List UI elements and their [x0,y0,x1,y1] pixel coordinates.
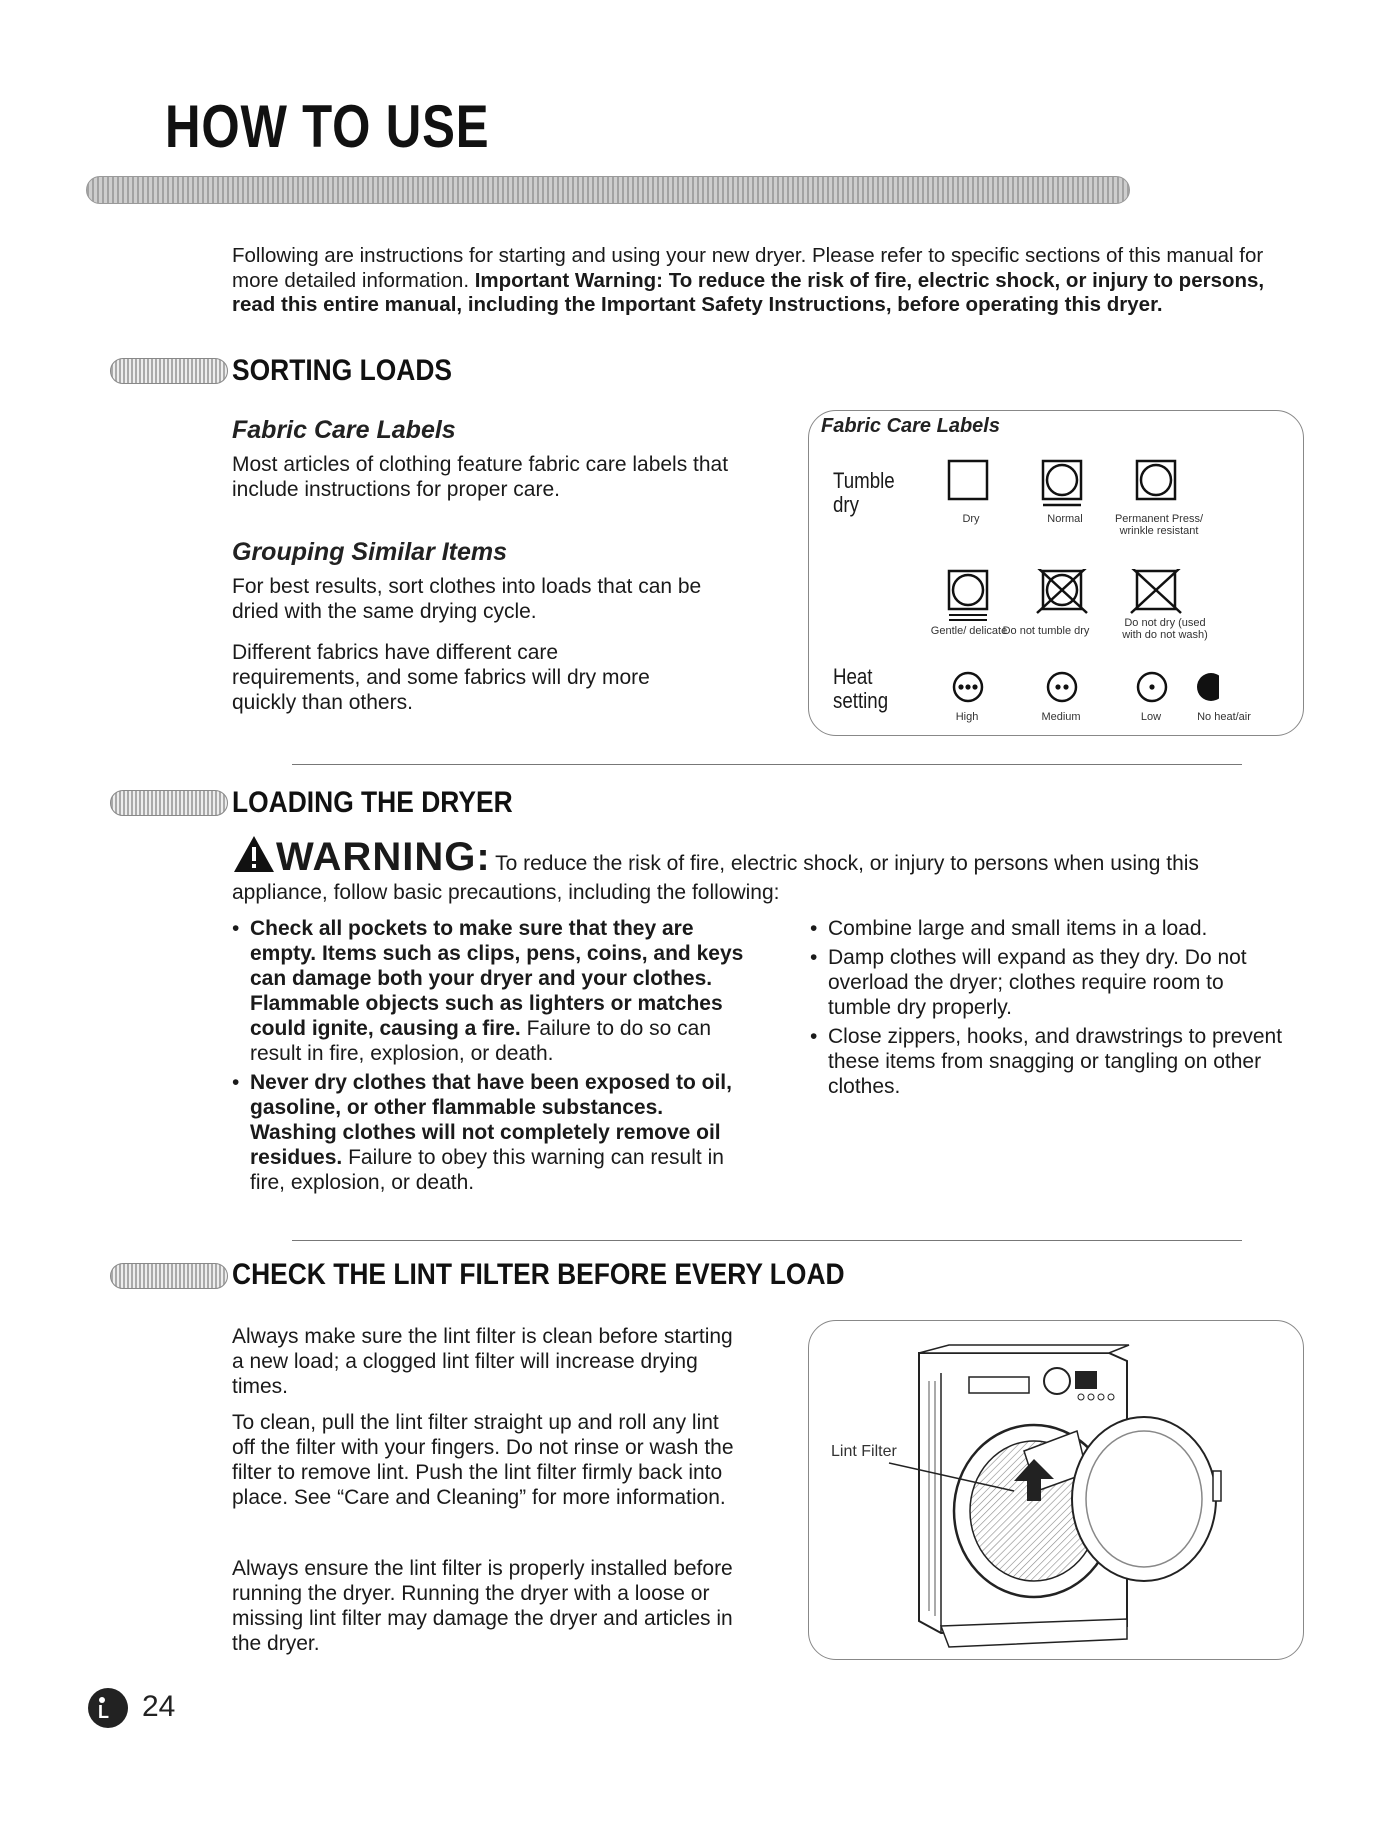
section-marker [110,358,228,384]
fabric-care-labels-box [808,410,1304,736]
divider [292,764,1242,765]
label-no-heat: No heat/air [1197,711,1251,723]
box-title: Fabric Care Labels [821,415,1000,437]
lint-paragraph-2: To clean, pull the lint filter straight up and roll any lint off the filter with your fingers. Do not rinse or wash the filter to remove lint. Push the lint filter firmly back into place. See “Care and Cleaning” for more information. [232,1411,734,1509]
list-item: • Combine large and small items in a load. [810,916,1290,941]
page-title: HOW TO USE [165,93,490,160]
label-normal: Normal [1047,513,1083,525]
tumble-dry-symbols [919,459,1199,509]
label-do-not-dry: Do not dry (used with do not wash) [1122,617,1208,641]
page-number: 24 [142,1690,176,1723]
label-gentle: Gentle/ delicate [930,625,1008,637]
label-low: Low [1140,711,1162,723]
bullet-bold-text: Check all pockets to make sure that they are empty. Items such as clips, pens, coins, and keys can damage both your dryer and your clothes. Flammable objects such as lighters or matches could ignite, causing a fire. [250,917,744,1040]
label-high: High [955,711,979,723]
subheading-grouping: Grouping Similar Items [232,538,508,566]
bullet-text: Failure to obey this warning can result in fire, explosion, or death. [250,1146,724,1194]
intro-paragraph [232,244,1282,318]
divider [292,1240,1242,1241]
list-item [232,1070,752,1195]
warning-text: To reduce the risk of fire, electric shock, or injury to persons when using this appliance, follow basic precautions, including the following: [232,852,1199,904]
section-marker [110,790,228,816]
tumble-dry-label: Tumble dry [833,468,895,517]
bullet-bold-text: Never dry clothes that have been exposed to oil, gasoline, or other flammable substances. Washing clothes will not completely remove oil residues. [250,1071,732,1169]
label-medium: Medium [1041,711,1081,723]
heat-setting-symbols [919,669,1219,709]
lint-filter-figure [808,1320,1304,1660]
list-item [232,916,752,1066]
lint-paragraph-3: Always ensure the lint filter is properly installed before running the dryer. Running the dryer with a loose or missing lint filter may damage the dryer and articles in the dryer. [232,1557,733,1655]
lg-logo-icon [86,1686,130,1730]
intro-text: Following are instructions for starting and using your new dryer. Please refer to specific sections of this manual for more detailed information. [232,244,1264,292]
section-title-lint: CHECK THE LINT FILTER BEFORE EVERY LOAD [232,1258,845,1291]
grouping-text-1: For best results, sort clothes into loads that can be dried with the same drying cycle. [232,575,702,623]
figure-label-lint-filter: Lint Filter [831,1443,897,1460]
svg-text:L: L [98,1702,109,1722]
label-dry: Dry [962,513,980,525]
lint-paragraph-1: Always make sure the lint filter is clean before starting a new load; a clogged lint filter will increase drying times. [232,1325,733,1398]
warning-triangle-icon [232,834,276,874]
heat-setting-label: Heat setting [833,664,889,713]
fabric-care-text: Most articles of clothing feature fabric care labels that include instructions for proper care. [232,453,729,501]
label-do-not-tumble: Do not tumble dry [1002,625,1090,637]
loading-left-bullets [232,916,752,1197]
title-decorative-bar [86,176,1130,204]
warning-block [232,834,1292,905]
dryer-illustration [809,1321,1303,1659]
intro-important-warning: Important Warning: To reduce the risk of fire, electric shock, or injury to persons, read this entire manual, including the Important Safety Instructions, before operating this dryer. [232,268,1265,316]
bullet-text: Failure to do so can result in fire, explosion, or death. [250,1017,711,1065]
list-item: • Damp clothes will expand as they dry. Do not overload the dryer; clothes require room to tumble dry properly. [810,945,1290,1020]
section-marker [110,1263,228,1289]
section-title-loading: LOADING THE DRYER [232,786,513,819]
section-title-sorting: SORTING LOADS [232,354,453,387]
grouping-text-2: Different fabrics have different care requirements, and some fabrics will dry more quickly than others. [232,641,650,714]
warning-label: WARNING: [276,835,491,879]
list-item: • Close zippers, hooks, and drawstrings to prevent these items from snagging or tangling on other clothes. [810,1024,1290,1099]
subheading-fabric-care: Fabric Care Labels [232,416,456,444]
label-permanent-press: Permanent Press/ wrinkle resistant [1114,513,1204,537]
loading-right-bullets [810,916,1290,1101]
